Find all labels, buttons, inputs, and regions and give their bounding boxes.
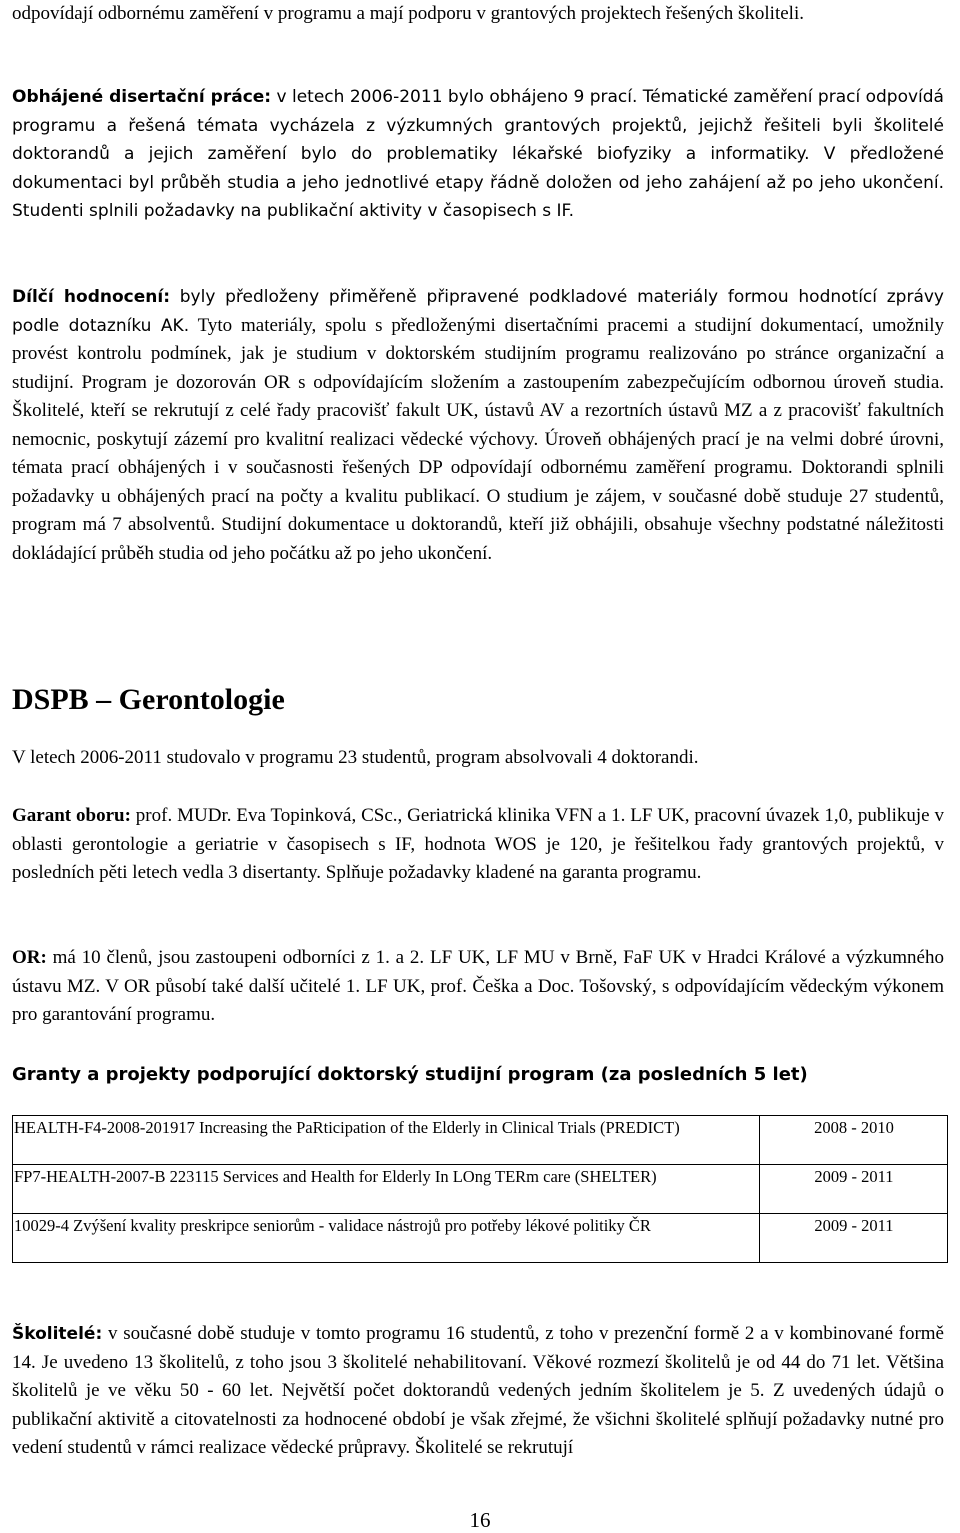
or-label: OR: bbox=[12, 947, 47, 968]
or-paragraph bbox=[12, 944, 944, 1030]
partial-evaluation-paragraph bbox=[12, 283, 944, 568]
guarantor-paragraph bbox=[12, 802, 944, 888]
grant-row bbox=[13, 1214, 948, 1263]
defended-theses-paragraph bbox=[12, 83, 944, 226]
supervisors-paragraph bbox=[12, 1320, 944, 1463]
partial-evaluation-text: byly předloženy přiměřeně připravené podkladové materiály formou hodnotící zprávy podle dotazníku AK. bbox=[12, 287, 944, 336]
grant-period: 2008 - 2010 bbox=[760, 1116, 948, 1165]
partial-evaluation-text-2: Tyto materiály, spolu s předloženými disertačními pracemi a studijní dokumentací, umožnily provést kontrolu podmínek, jak je studium v doktorském studijním programu realizováno po stránce organizační a studijní. Program je dozorován OR s odpovídajícím složením a zastoupením zabezpečujícím odbornou úroveň studia. Školitelé, kteří se rekrutují z celé řady pracovišť fakult UK, ústavů AV a rezortních ústavů MZ a z pracovišť fakultních nemocnic, poskytují zázemí pro kvalitní realizaci vědecké výchovy. Úroveň obhájených prací je na velmi dobré úrovni, témata prací obhájených i v současnosti řešených DP odpovídají odbornému zaměření programu. Doktorandi splnili požadavky u obhájených prací na počty a kvalitu publikací. O studium je zájem, v současné době studuje 27 studentů, program má 7 absolventů. Studijní dokumentace u doktorandů, kteří již obhájili, obsahuje všechny podstatné náležitosti dokládající průběh studia od jeho počátku až po jeho ukončení. bbox=[12, 314, 944, 564]
or-text: má 10 členů, jsou zastoupeni odborníci z 1. a 2. LF UK, LF MU v Brně, FaF UK v Hradci Králové a výzkumného ústavu MZ. V OR působí také další učitelé 1. LF UK, prof. Češka a Doc. Tošovský, s odpovídajícím vědeckým výkonem pro garantování programu. bbox=[12, 947, 944, 1025]
section-title: DSPB – Gerontologie bbox=[12, 683, 285, 716]
supervisors-text: v současné době studuje v tomto programu 16 studentů, z toho v prezenční formě 2 a v kombinované formě 14. Je uvedeno 13 školitelů, z toho jsou 3 školitelé nehabilitovaní. Věkové rozmezí školitelů je od 44 do 71 let. Většina školitelů je ve věku 50 - 60 let. Největší počet doktorandů vedených jedním školitelem je 5. Z uvedených údajů o publikační aktivitě a citovatelnosti za hodnocené období je však zřejmé, že všichni školitelé splňují požadavky nutné pro vedení studentů v rámci realizace vědecké průpravy. Školitelé se rekrutují bbox=[12, 1323, 944, 1458]
grant-name: 10029-4 Zvýšení kvality preskripce seniorům - validace nástrojů pro potřeby lékové politiky ČR bbox=[13, 1214, 760, 1263]
grant-period: 2009 - 2011 bbox=[760, 1165, 948, 1214]
guarantor-label: Garant oboru: bbox=[12, 805, 131, 826]
grant-period: 2009 - 2011 bbox=[760, 1214, 948, 1263]
partial-evaluation-label: Dílčí hodnocení: bbox=[12, 287, 170, 307]
grants-heading: Granty a projekty podporující doktorský studijní program (za posledních 5 let) bbox=[12, 1064, 808, 1085]
grant-row bbox=[13, 1116, 948, 1165]
grant-name: HEALTH-F4-2008-201917 Increasing the PaRticipation of the Elderly in Clinical Trials (PREDICT) bbox=[13, 1116, 760, 1165]
students-count: V letech 2006-2011 studovalo v programu 23 studentů, program absolvovali 4 doktorandi. bbox=[12, 747, 699, 768]
grant-row bbox=[13, 1165, 948, 1214]
defended-theses-label: Obhájené disertační práce: bbox=[12, 87, 272, 107]
grant-name: FP7-HEALTH-2007-B 223115 Services and Health for Elderly In LOng TERm care (SHELTER) bbox=[13, 1165, 760, 1214]
defended-theses-text: v letech 2006-2011 bylo obhájeno 9 prací. Tématické zaměření prací odpovídá programu a řešená témata vycházela z výzkumných grantových projektů, jejichž řešiteli byli školitelé doktorandů a jejich zaměření bylo do problematiky lékařské biofyziky a informatiky. V předložené dokumentaci byl průběh studia a jeho jednotlivé etapy řádně doložen od jeho zahájení až po jeho ukončení. Studenti splnili požadavky na publikační aktivity v časopisech s IF. bbox=[12, 87, 944, 221]
supervisors-label: Školitelé: bbox=[12, 1324, 103, 1344]
guarantor-text: prof. MUDr. Eva Topinková, CSc., Geriatrická klinika VFN a 1. LF UK, pracovní úvazek 1,0, publikuje v oblasti gerontologie a geriatrie v časopisech s IF, hodnota WOS je 120, je řešitelkou řady grantových projektů, v posledních pěti letech vedla 3 disertanty. Splňuje požadavky kladené na garanta programu. bbox=[12, 805, 944, 883]
page-number: 16 bbox=[469, 1508, 491, 1532]
grants-table bbox=[12, 1115, 948, 1263]
intro-paragraph bbox=[12, 0, 944, 29]
intro-text: odpovídají odbornému zaměření v programu a mají podporu v grantových projektech řešených školiteli. bbox=[12, 3, 804, 24]
